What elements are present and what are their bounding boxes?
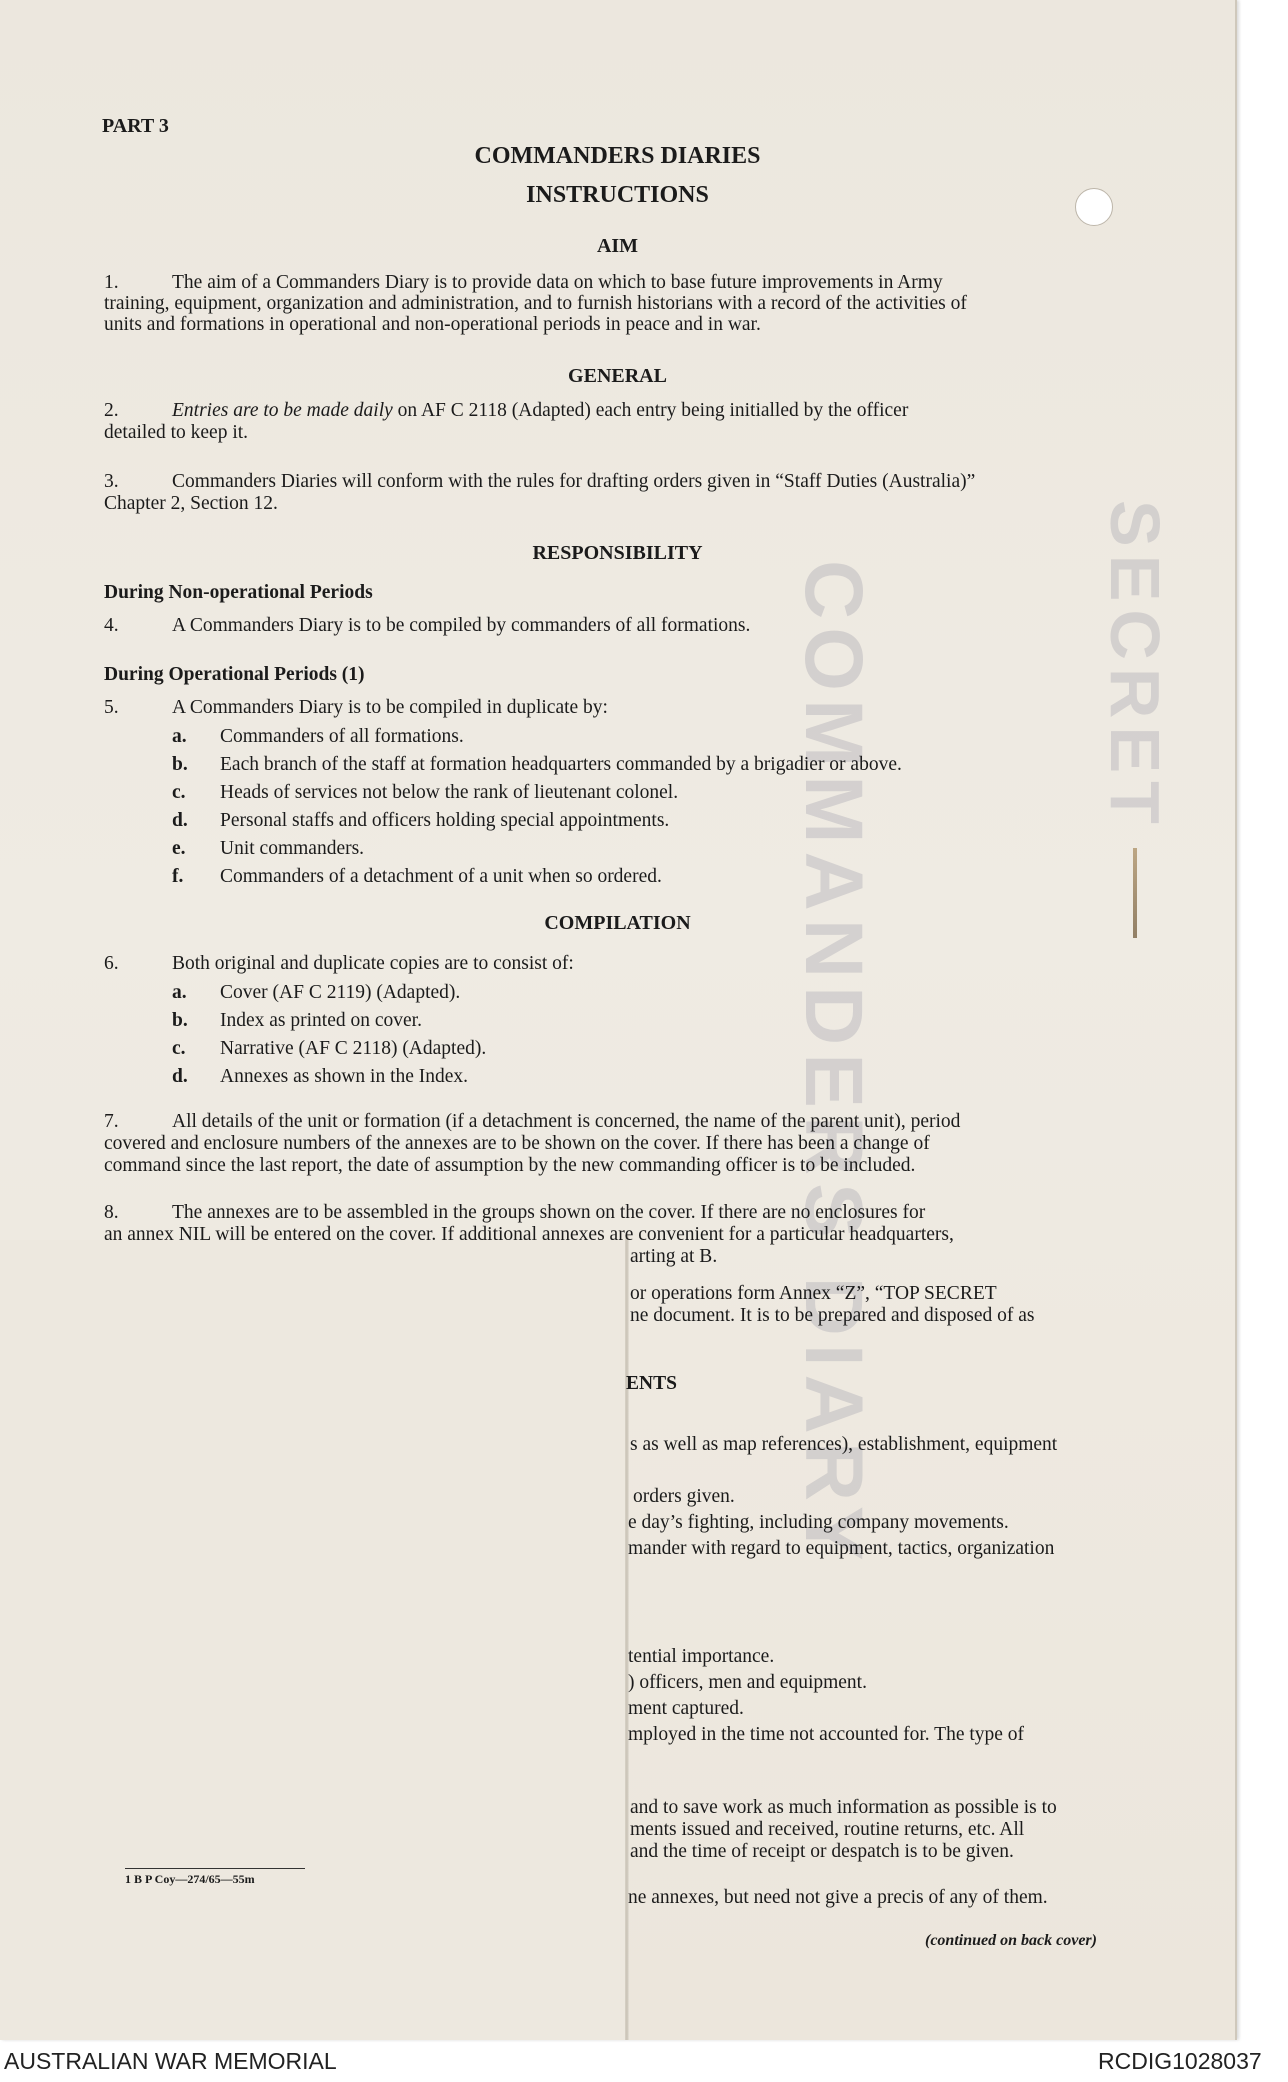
para4 (104, 615, 750, 636)
bleed-through-text: COMMANDERS DIARY (788, 560, 879, 1569)
para1-line3: units and formations in operational and non-operational periods in peace and in war. (104, 314, 761, 335)
para1-line1 (104, 272, 943, 293)
fragment-line: orders given. (633, 1486, 735, 1507)
heading-ents: ENTS (626, 1373, 677, 1394)
folded-blank-area (0, 1240, 625, 2040)
item-label: d. (172, 810, 188, 831)
item-text: Heads of services not below the rank of lieutenant colonel. (220, 782, 679, 803)
heading-aim: AIM (596, 235, 639, 257)
heading-general: GENERAL (568, 365, 667, 387)
para7-line2: covered and enclosure numbers of the annexes are to be shown on the cover. If there has been a change of (104, 1133, 930, 1154)
list-item (172, 810, 669, 831)
para6-text: Both original and duplicate copies are to consist of: (172, 953, 574, 974)
para3-text-1: Commanders Diaries will conform with the rules for drafting orders given in “Staff Duties (Australia)” (172, 471, 976, 492)
list-item (172, 754, 902, 775)
heading-compilation: COMPILATION (544, 912, 691, 934)
para6 (104, 953, 574, 974)
fragment-line: ments issued and received, routine returns, etc. All (630, 1819, 1025, 1840)
para4-text: A Commanders Diary is to be compiled by commanders of all formations. (172, 615, 751, 636)
fragment-line: mployed in the time not accounted for. The type of (628, 1724, 1025, 1745)
para3-line2: Chapter 2, Section 12. (104, 493, 278, 514)
item-label: c. (172, 782, 186, 803)
item-label: c. (172, 1038, 186, 1059)
document-subtitle: INSTRUCTIONS (526, 182, 709, 208)
document-title: COMMANDERS DIARIES (474, 143, 761, 169)
item-text: Each branch of the staff at formation headquarters commanded by a brigadier or above. (220, 754, 902, 775)
para4-number: 4. (104, 615, 119, 636)
fragment-line: s as well as map references), establishment, equipment (630, 1434, 1058, 1455)
item-label: d. (172, 1066, 188, 1087)
item-label: e. (172, 838, 186, 859)
para8-line2: an annex NIL will be entered on the cover. If additional annexes are convenient for a particular headquarters, (104, 1224, 954, 1245)
list-item (172, 1038, 486, 1059)
printer-footnote: 1 B P Coy—274/65—55m (125, 1868, 305, 1887)
item-text: Personal staffs and officers holding special appointments. (220, 810, 670, 831)
para2-italic: Entries are to be made daily (172, 400, 393, 421)
para1-line2: training, equipment, organization and administration, and to furnish historians with a record of the activities of (104, 293, 967, 314)
fragment-line: and to save work as much information as possible is to (630, 1797, 1057, 1818)
para7-line1 (104, 1111, 960, 1132)
part-label: PART 3 (102, 115, 169, 137)
fragment-line: e day’s fighting, including company movements. (628, 1512, 1009, 1533)
para8-number: 8. (104, 1202, 119, 1223)
fragment-line: and the time of receipt or despatch is to be given. (630, 1841, 1014, 1862)
item-text: Narrative (AF C 2118) (Adapted). (220, 1038, 487, 1059)
para5-number: 5. (104, 697, 119, 718)
para1-number: 1. (104, 272, 119, 293)
item-text: Commanders of all formations. (220, 726, 464, 747)
para1-text-1: The aim of a Commanders Diary is to provide data on which to base future improvements in Army (172, 272, 943, 293)
para8-line1 (104, 1202, 925, 1223)
fragment-line: ment captured. (628, 1698, 744, 1719)
para5 (104, 697, 608, 718)
fragment-line: tential importance. (628, 1646, 775, 1667)
list-item (172, 866, 662, 887)
para2-rest: on AF C 2118 (Adapted) each entry being initialled by the officer (392, 400, 909, 421)
item-label: a. (172, 982, 187, 1003)
list-item (172, 982, 460, 1003)
list-item (172, 782, 678, 803)
fragment-line: ne annexes, but need not give a precis of any of them. (628, 1887, 1048, 1908)
para8-text-1: The annexes are to be assembled in the groups shown on the cover. If there are no enclosures for (172, 1202, 926, 1223)
fold-edge (625, 1235, 629, 2040)
fragment-line: ) officers, men and equipment. (628, 1672, 867, 1693)
para8-line3: arting at B. (630, 1246, 718, 1267)
item-text: Commanders of a detachment of a unit when so ordered. (220, 866, 662, 887)
para7-number: 7. (104, 1111, 119, 1132)
item-label: b. (172, 1010, 188, 1031)
item-text: Annexes as shown in the Index. (220, 1066, 469, 1087)
bleed-through-secret: SECRET (1096, 500, 1174, 832)
archive-caption-left: AUSTRALIAN WAR MEMORIAL (4, 2048, 337, 2074)
item-label: b. (172, 754, 188, 775)
para5-text: A Commanders Diary is to be compiled in duplicate by: (172, 697, 608, 718)
para7-text-1: All details of the unit or formation (if a detachment is concerned, the name of the parent unit), period (172, 1111, 961, 1132)
fragment-line: mander with regard to equipment, tactics, organization (628, 1538, 1055, 1559)
list-item (172, 1010, 422, 1031)
item-label: a. (172, 726, 187, 747)
para2-number: 2. (104, 400, 119, 421)
heading-responsibility: RESPONSIBILITY (532, 542, 703, 564)
para7-line3: command since the last report, the date of assumption by the new commanding officer is to be included. (104, 1155, 916, 1176)
item-text: Index as printed on cover. (220, 1010, 422, 1031)
list-item (172, 726, 464, 747)
op-heading: During Operational Periods (1) (104, 664, 365, 685)
para6-number: 6. (104, 953, 119, 974)
continued-note: (continued on back cover) (925, 1932, 1097, 1949)
para2-line1 (104, 400, 908, 421)
archive-caption-right: RCDIG1028037 (1098, 2048, 1262, 2074)
nonop-heading: During Non-operational Periods (104, 582, 373, 603)
para3-line1 (104, 471, 975, 492)
list-item (172, 838, 364, 859)
item-text: Unit commanders. (220, 838, 365, 859)
list-item (172, 1066, 468, 1087)
item-label: f. (172, 866, 184, 887)
fragment-line: or operations form Annex “Z”, “TOP SECRET (630, 1283, 997, 1304)
para2-line2: detailed to keep it. (104, 422, 249, 443)
para3-number: 3. (104, 471, 119, 492)
item-text: Cover (AF C 2119) (Adapted). (220, 982, 461, 1003)
fragment-line: ne document. It is to be prepared and disposed of as (630, 1305, 1035, 1326)
